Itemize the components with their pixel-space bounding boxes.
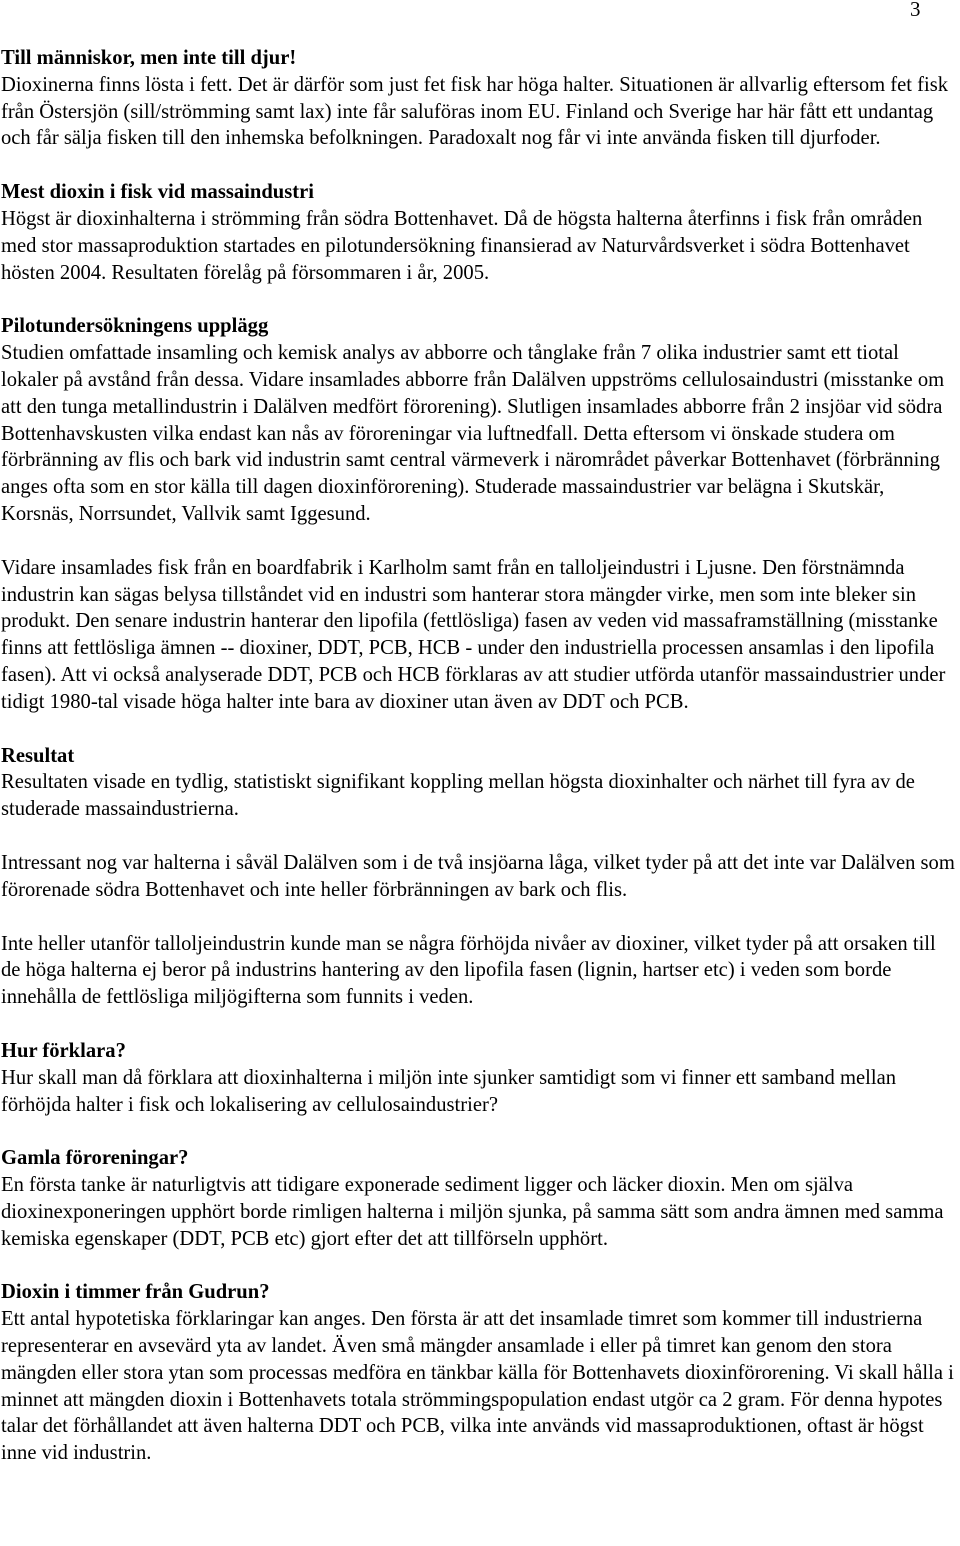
- section-dioxin-pulp-industry: [1, 179, 958, 286]
- section-heading: Dioxin i timmer från Gudrun?: [1, 1281, 270, 1304]
- section-paragraph: En första tanke är naturligtvis att tidigare exponerade sediment ligger och läcker dioxin. Men om själva dioxinexponeringen upphört borde rimligen halterna i miljön sjunka, på samma sätt som andra ämnen med samma kemiska egenskaper (DDT, PCB etc) gjort efter det att tillförseln upphört.: [1, 1174, 944, 1250]
- section-heading: Till människor, men inte till djur!: [1, 47, 297, 69]
- section-how-explain: [1, 1038, 958, 1118]
- section-heading: Gamla föroreningar?: [1, 1147, 189, 1170]
- section-paragraph: Vidare insamlades fisk från en boardfabrik i Karlholm samt från en talloljeindustri i Ljusne. Den förstnämnda industrin kan sägas belysa tillståndet vid en industri som hanterar stora mängder virke, men som inte bleker sin produkt. Den senare industrin hanterar den lipofila (fettlösliga) fasen av veden vid massaframställning (misstanke finns att fettlösliga ämnen -- dioxiner, DDT, PCB, HCB - under den industriella processen ansamlas i den lipofila fasen). Att vi också analyserade DDT, PCB och HCB förklaras av att studier utförda utanför massaindustrier under tidigt 1980-tal visade höga halter inte bara av dioxiner utan även av DDT och PCB.: [1, 556, 946, 713]
- section-paragraph: Intressant nog var halterna i såväl Dalälven som i de två insjöarna låga, vilket tyder på att det inte var Dalälven som förorenade södra Bottenhavet och inte heller förbränningen av bark och flis.: [1, 851, 955, 901]
- section-dioxin-timber-gudrun: [1, 1279, 958, 1467]
- section-pilot-study-design: [1, 313, 958, 715]
- section-paragraph: Hur skall man då förklara att dioxinhalterna i miljön inte sjunker samtidigt som vi finner ett samband mellan förhöjda halter i fisk och lokalisering av cellulosaindustrier?: [1, 1066, 897, 1116]
- section-results: [1, 743, 958, 1011]
- section-human-not-animals: [1, 45, 958, 152]
- section-paragraph: Resultaten visade en tydlig, statistiskt signifikant koppling mellan högsta dioxinhalter och närhet till fyra av de studerade massaindustrierna.: [1, 771, 915, 821]
- section-paragraph: Studien omfattade insamling och kemisk analys av abborre och tånglake från 7 olika industrier samt ett tiotal lokaler på avstånd från dessa. Vidare insamlades abborre från Dalälven uppströms cellulosaindustri (misstanke om att den tunga metallindustrin i Dalälven medfört förorening). Slutligen insamlades abborre från 2 insjöar vid södra Bottenhavskusten vilka endast kan nås av föroreningar via luftnedfall. Detta eftersom vi önskade studera om förbränning av flis och bark vid industrin samt central värmeverk i närområdet påverkar Bottenhavet (förbränning anges ofta som en stor källa till dagen dioxinförorening). Studerade massaindustrier var belägna i Skutskär, Korsnäs, Norrsundet, Vallvik samt Iggesund.: [1, 342, 945, 525]
- section-paragraph: Inte heller utanför talloljeindustrin kunde man se några förhöjda nivåer av dioxiner, vilket tyder på att orsaken till de höga halterna ej beror på industrins hantering av den lipofila fasen (lignin, hartser etc) i veden som borde innehålla de fettlösliga miljögifterna som funnits i veden.: [1, 932, 936, 1009]
- section-paragraph: Dioxinerna finns lösta i fett. Det är därför som just fet fisk har höga halter. Situationen är allvarlig eftersom fet fisk från Östersjön (sill/strömming samt lax) inte får saluföras inom EU. Finland och Sverige har här fått ett undantag och får sälja fisken till den inhemska befolkningen. Paradoxalt nog får vi inte använda fisken till djurfoder.: [1, 73, 949, 150]
- section-heading: Resultat: [1, 744, 75, 767]
- section-paragraph: Ett antal hypotetiska förklaringar kan anges. Den första är att det insamlade timret som kommer till industrierna representerar en avsevärd yta av landet. Även små mängder ansamlade i eller på timret kan genom den stora mängden eller stora ytan som processas medföra en tänkbar källa för Bottenhavets dioxinförorening. Vi skall hålla i minnet att mängden dioxin i Bottenhavets totala strömmingspopulation endast utgör ca 2 gram. För denna hypotes talar det förhållandet att även halterna DDT och PCB, vilka inte används vid massaproduktionen, oftast är högst inne vid industrin.: [1, 1308, 954, 1465]
- section-heading: Hur förklara?: [1, 1039, 126, 1062]
- section-heading: Pilotundersökningens upplägg: [1, 315, 269, 338]
- section-paragraph: Högst är dioxinhalterna i strömming från södra Bottenhavet. Då de högsta halterna återfinns i fisk från områden med stor massaproduktion startades en pilotundersökning finansierad av Naturvårdsverket i södra Bottenhavet hösten 2004. Resultaten förelåg på försommaren i år, 2005.: [1, 207, 923, 284]
- page-number: 3: [910, 0, 921, 21]
- section-old-pollution: [1, 1145, 958, 1252]
- section-heading: Mest dioxin i fisk vid massaindustri: [1, 181, 314, 204]
- document-body: [1, 45, 958, 1494]
